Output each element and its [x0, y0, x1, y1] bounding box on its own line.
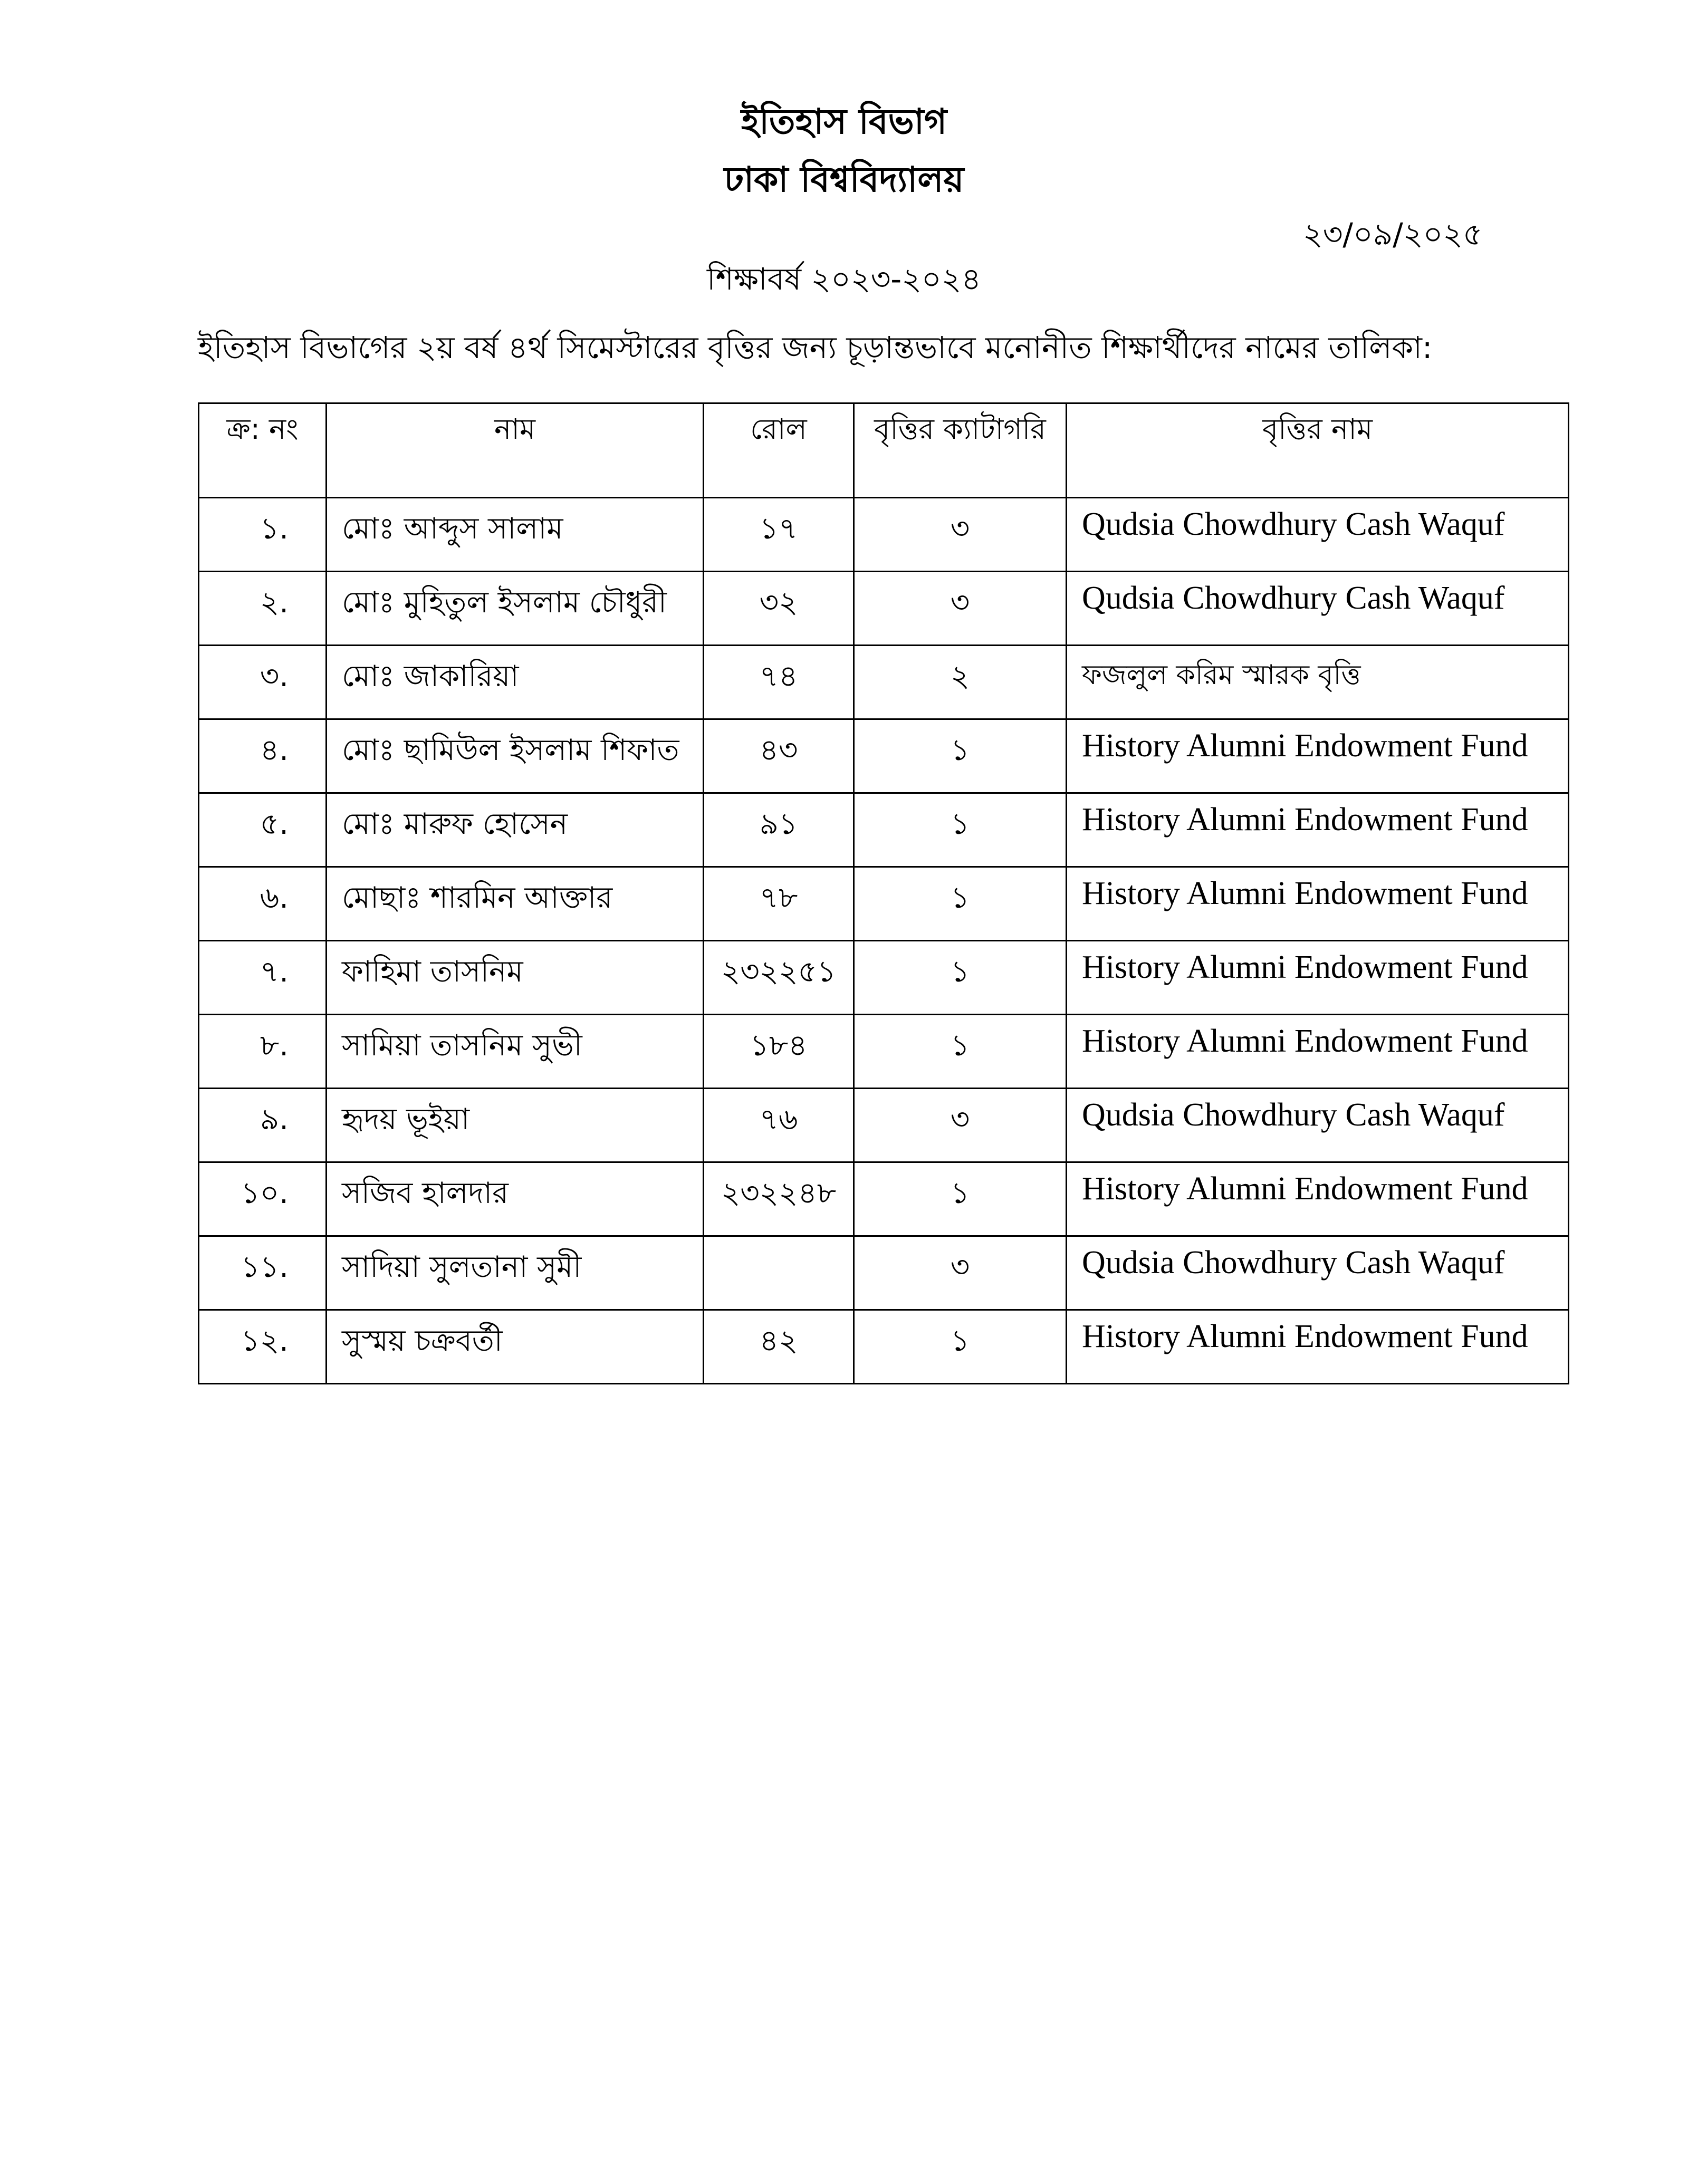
scholarship-cell: History Alumni Endowment Fund: [1067, 1310, 1569, 1384]
category-cell: ৩: [854, 498, 1067, 572]
serial-cell: ৩.: [199, 646, 327, 719]
scholarship-cell: ফজলুল করিম স্মারক বৃত্তি: [1067, 646, 1569, 719]
category-cell: ১: [854, 719, 1067, 793]
table-row: [199, 1236, 1569, 1310]
serial-cell: ৪.: [199, 719, 327, 793]
scholarship-cell: Qudsia Chowdhury Cash Waquf: [1067, 1089, 1569, 1162]
category-cell: ৩: [854, 572, 1067, 646]
category-cell: ১: [854, 1015, 1067, 1089]
table-row: [199, 1015, 1569, 1089]
roll-cell: ৪৩: [704, 719, 854, 793]
name-cell: মোঃ মারুফ হোসেন: [327, 793, 704, 867]
scholarship-cell: History Alumni Endowment Fund: [1067, 867, 1569, 941]
serial-cell: ১২.: [199, 1310, 327, 1384]
scholarship-table: [198, 402, 1569, 1384]
serial-cell: ৫.: [199, 793, 327, 867]
name-cell: মোছাঃ শারমিন আক্তার: [327, 867, 704, 941]
roll-cell: [704, 1236, 854, 1310]
scholarship-cell: History Alumni Endowment Fund: [1067, 719, 1569, 793]
serial-cell: ২.: [199, 572, 327, 646]
category-cell: ১: [854, 1162, 1067, 1236]
name-cell: সামিয়া তাসনিম সুভী: [327, 1015, 704, 1089]
name-cell: সজিব হালদার: [327, 1162, 704, 1236]
table-row: [199, 646, 1569, 719]
university-title: ঢাকা বিশ্ববিদ্যালয়: [724, 159, 964, 200]
scholarship-cell: Qudsia Chowdhury Cash Waquf: [1067, 572, 1569, 646]
scholarship-cell: History Alumni Endowment Fund: [1067, 1162, 1569, 1236]
name-cell: মোঃ মুহিতুল ইসলাম চৌধুরী: [327, 572, 704, 646]
table-row: [199, 719, 1569, 793]
scholarship-cell: History Alumni Endowment Fund: [1067, 941, 1569, 1015]
column-header-roll: রোল: [704, 403, 854, 498]
table-row: [199, 793, 1569, 867]
serial-cell: ৯.: [199, 1089, 327, 1162]
roll-cell: ১৭: [704, 498, 854, 572]
serial-cell: ৭.: [199, 941, 327, 1015]
table-header-row: [199, 403, 1569, 498]
table-row: [199, 867, 1569, 941]
column-header-scholarship: বৃত্তির নাম: [1067, 403, 1569, 498]
serial-cell: ১০.: [199, 1162, 327, 1236]
name-cell: মোঃ জাকারিয়া: [327, 646, 704, 719]
table-row: [199, 572, 1569, 646]
serial-cell: ৮.: [199, 1015, 327, 1089]
table-row: [199, 1089, 1569, 1162]
academic-session: শিক্ষাবর্ষ ২০২৩-২০২৪: [707, 261, 981, 297]
list-caption: ইতিহাস বিভাগের ২য় বর্ষ ৪র্থ সিমেস্টারের বৃত্তির জন্য চূড়ান্তভাবে মনোনীত শিক্ষার্থীদের নামের তালিকা:: [198, 330, 1433, 365]
document-date: ২৩/০৯/২০২৫: [1303, 216, 1483, 252]
column-header-serial: ক্র: নং: [199, 403, 327, 498]
name-cell: মোঃ ছামিউল ইসলাম শিফাত: [327, 719, 704, 793]
name-cell: সুস্ময় চক্রবর্তী: [327, 1310, 704, 1384]
table-row: [199, 941, 1569, 1015]
table-row: [199, 1310, 1569, 1384]
column-header-name: নাম: [327, 403, 704, 498]
roll-cell: ৭৪: [704, 646, 854, 719]
category-cell: ১: [854, 793, 1067, 867]
table-row: [199, 498, 1569, 572]
roll-cell: ৩২: [704, 572, 854, 646]
scholarship-cell: History Alumni Endowment Fund: [1067, 1015, 1569, 1089]
serial-cell: ১১.: [199, 1236, 327, 1310]
roll-cell: ৯১: [704, 793, 854, 867]
name-cell: হৃদয় ভূইয়া: [327, 1089, 704, 1162]
department-title: ইতিহাস বিভাগ: [741, 101, 947, 142]
scholarship-cell: History Alumni Endowment Fund: [1067, 793, 1569, 867]
name-cell: সাদিয়া সুলতানা সুমী: [327, 1236, 704, 1310]
column-header-category: বৃত্তির ক্যাটাগরি: [854, 403, 1067, 498]
category-cell: ১: [854, 867, 1067, 941]
category-cell: ১: [854, 1310, 1067, 1384]
table-row: [199, 1162, 1569, 1236]
category-cell: ২: [854, 646, 1067, 719]
scholarship-cell: Qudsia Chowdhury Cash Waquf: [1067, 1236, 1569, 1310]
roll-cell: ৪২: [704, 1310, 854, 1384]
roll-cell: ১৮৪: [704, 1015, 854, 1089]
roll-cell: ৭৬: [704, 1089, 854, 1162]
roll-cell: ২৩২২৪৮: [704, 1162, 854, 1236]
name-cell: ফাহিমা তাসনিম: [327, 941, 704, 1015]
roll-cell: ২৩২২৫১: [704, 941, 854, 1015]
name-cell: মোঃ আব্দুস সালাম: [327, 498, 704, 572]
scholarship-cell: Qudsia Chowdhury Cash Waquf: [1067, 498, 1569, 572]
category-cell: ১: [854, 941, 1067, 1015]
category-cell: ৩: [854, 1089, 1067, 1162]
serial-cell: ৬.: [199, 867, 327, 941]
roll-cell: ৭৮: [704, 867, 854, 941]
serial-cell: ১.: [199, 498, 327, 572]
category-cell: ৩: [854, 1236, 1067, 1310]
